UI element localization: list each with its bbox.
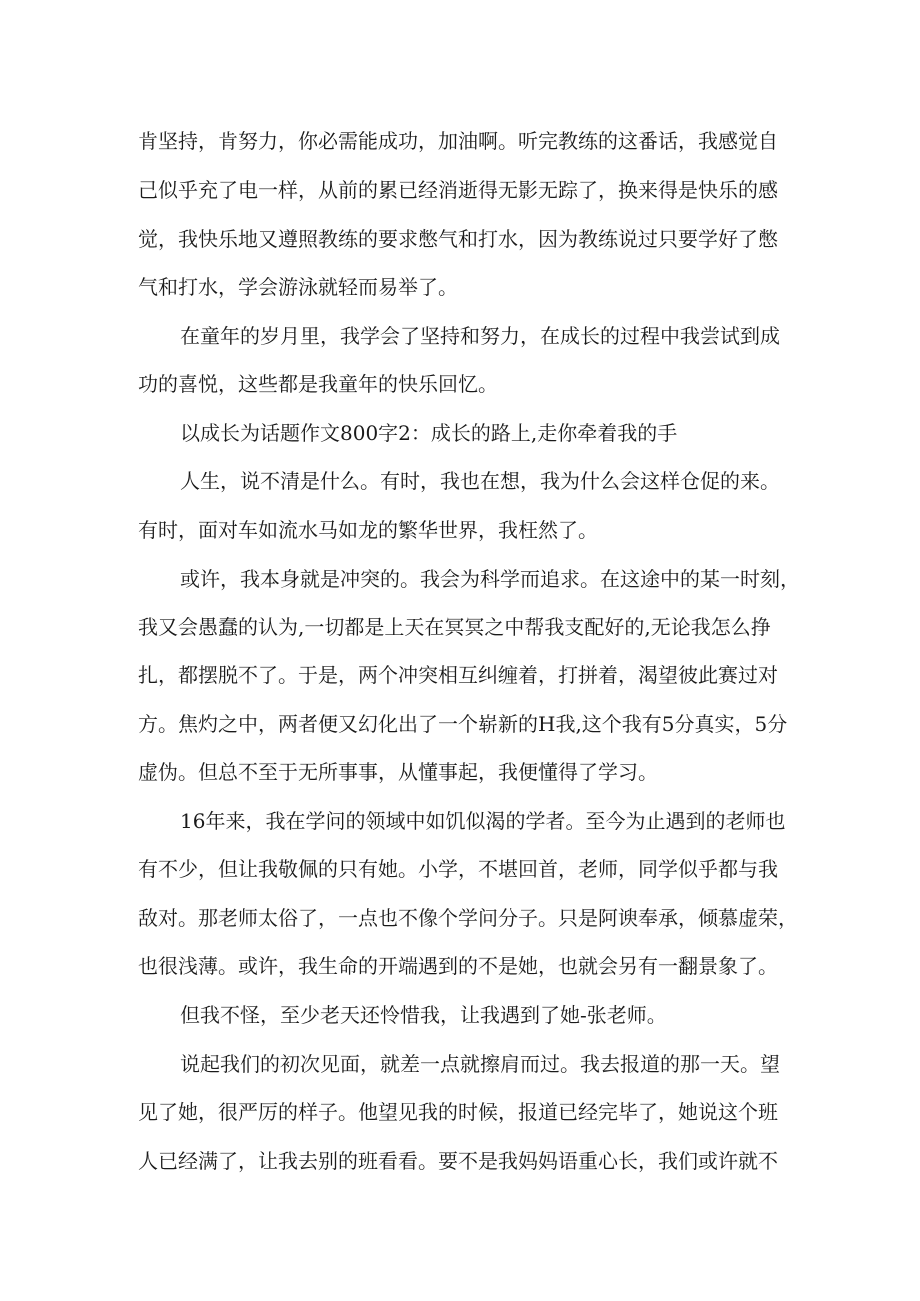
text-line: 16年来，我在学问的领域中如饥似渴的学者。至今为止遇到的老师也: [180, 809, 786, 833]
text-line: 人已经满了，让我去别的班看看。要不是我妈妈语重心长，我们或许就不: [138, 1149, 778, 1173]
text-line: 有时，面对车如流水马如龙的繁华世界，我枉然了。: [138, 518, 598, 542]
text-line: 有不少，但让我敬佩的只有她。小学，不堪回首，老师，同学似乎都与我: [138, 857, 778, 881]
text-line: 但我不怪，至少老天还怜惜我，让我遇到了她-张老师。: [180, 1003, 667, 1027]
text-line: 我又会愚蠢的认为,一切都是上天在冥冥之中帮我支配好的,无论我怎么挣: [138, 615, 771, 639]
text-line: 己似乎充了电一样，从前的累已经消逝得无影无踪了，换来得是快乐的感: [138, 178, 778, 202]
text-line: 在童年的岁月里，我学会了坚持和努力，在成长的过程中我尝试到成: [180, 324, 780, 348]
text-line: 肯坚持，肯努力，你必需能成功，加油啊。听完教练的这番话，我感觉自: [138, 129, 778, 153]
text-line: 方。焦灼之中，两者便又幻化出了一个崭新的H我,这个我有5分真实，5分: [138, 712, 788, 736]
text-line: 也很浅薄。或许，我生命的开端遇到的不是她，也就会另有一翻景象了。: [138, 954, 778, 978]
text-line: 觉，我快乐地又遵照教练的要求憋气和打水，因为教练说过只要学好了憋: [138, 227, 778, 251]
text-line: 气和打水，学会游泳就轻而易举了。: [138, 275, 458, 299]
section-heading: 以成长为话题作文800字2：成长的路上,走你牵着我的手: [180, 421, 678, 445]
text-line: 或许，我本身就是冲突的。我会为科学而追求。在这途中的某一时刻，: [180, 567, 800, 591]
text-line: 虚伪。但总不至于无所事事，从懂事起，我便懂得了学习。: [138, 760, 658, 784]
text-line: 人生，说不清是什么。有时，我也在想，我为什么会这样仓促的来。: [180, 469, 780, 493]
text-line: 说起我们的初次见面，就差一点就擦肩而过。我去报道的那一天。望: [180, 1052, 780, 1076]
text-line: 扎，都摆脱不了。于是，两个冲突相互纠缠着，打拼着，渴望彼此赛过对: [138, 663, 778, 687]
text-line: 见了她，很严厉的样子。他望见我的时候，报道已经完毕了，她说这个班: [138, 1100, 778, 1124]
text-line: 敌对。那老师太俗了，一点也不像个学问分子。只是阿谀奉承，倾慕虚荣，: [138, 906, 798, 930]
text-line: 功的喜悦，这些都是我童年的快乐回忆。: [138, 372, 498, 396]
